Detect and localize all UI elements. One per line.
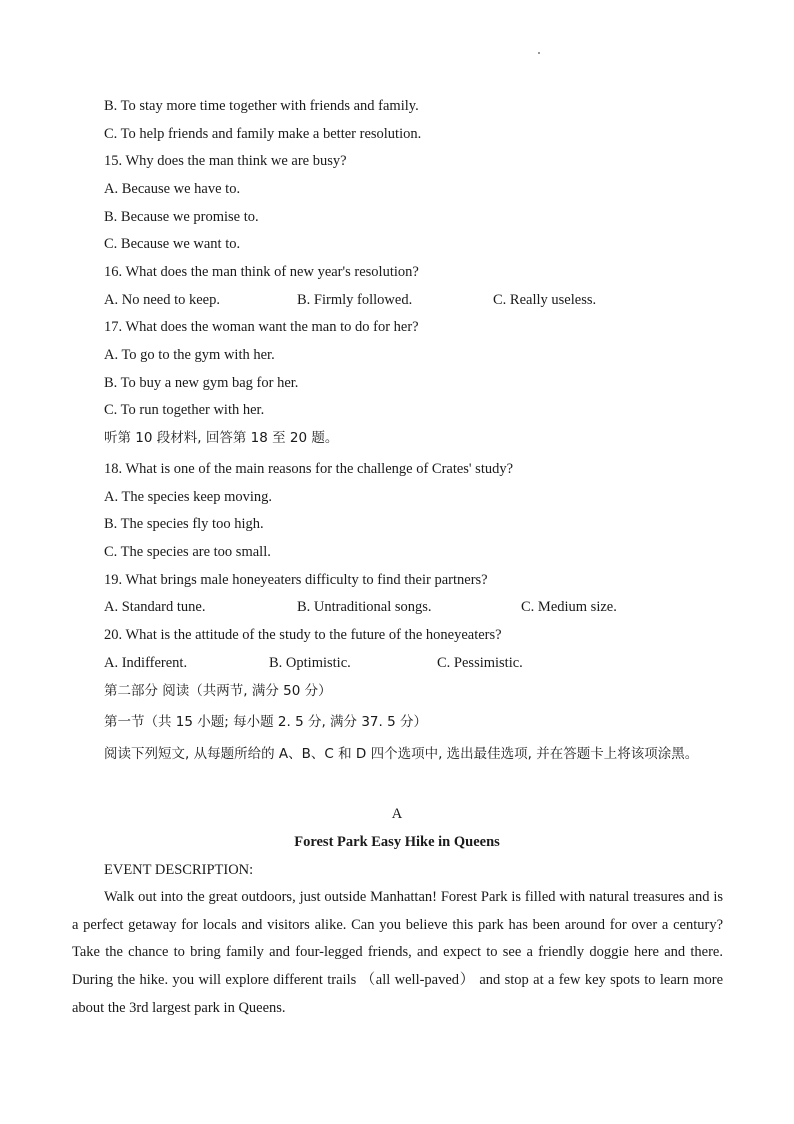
q18-option-a: A. The species keep moving. [104,489,273,505]
passage-title: Forest Park Easy Hike in Queens [294,834,500,850]
q15-option-a: A. Because we have to. [104,181,241,197]
q16-option-c: C. Really useless. [493,292,597,308]
question-19: 19. What brings male honeyeaters difficulty to find their partners? [104,572,488,588]
q16-option-a: A. No need to keep. [104,292,220,308]
q17-option-c: C. To run together with her. [104,402,265,418]
scan-speck [538,52,540,54]
q19-option-b: B. Untraditional songs. [297,599,432,615]
q15-option-b: B. Because we promise to. [104,209,259,225]
question-20: 20. What is the attitude of the study to the future of the honeyeaters? [104,627,502,643]
q14-option-b: B. To stay more time together with friends and family. [104,98,419,114]
q18-option-c: C. The species are too small. [104,544,271,560]
passage-body: Walk out into the great outdoors, just outside Manhattan! Forest Park is filled with natural treasures and is a perfect getaway for locals and visitors alike. Can you believe this park has been around for over a century? Take the chance to bring family and four-legged friends, and expect to see a friendly doggie here and there. During the hike. you will explore different trails （all well-paved） and stop at a few key spots to learn more about the 3rd largest park in Queens. [72,889,723,1016]
q18-option-b: B. The species fly too high. [104,516,264,532]
q20-option-a: A. Indifferent. [104,655,188,671]
question-17: 17. What does the woman want the man to do for her? [104,319,419,335]
q20-option-c: C. Pessimistic. [437,655,523,671]
q14-option-c: C. To help friends and family make a better resolution. [104,126,422,142]
reading-instructions: 阅读下列短文, 从每题所给的 A、B、C 和 D 四个选项中, 选出最佳选项, 并在答题卡上将该项涂黑。 [104,746,699,762]
event-description-label: EVENT DESCRIPTION: [104,862,254,878]
q19-option-c: C. Medium size. [521,599,617,615]
q20-option-b: B. Optimistic. [269,655,351,671]
question-16: 16. What does the man think of new year's resolution? [104,264,419,280]
q19-option-a: A. Standard tune. [104,599,206,615]
part-two-heading: 第二部分 阅读（共两节, 满分 50 分） [104,683,332,699]
q17-option-a: A. To go to the gym with her. [104,347,275,363]
section-one-heading: 第一节（共 15 小题; 每小题 2. 5 分, 满分 37. 5 分） [104,714,427,730]
passage-letter: A [391,806,403,822]
q16-option-b: B. Firmly followed. [297,292,413,308]
q15-option-c: C. Because we want to. [104,236,241,252]
question-18: 18. What is one of the main reasons for the challenge of Crates' study? [104,461,514,477]
question-15: 15. Why does the man think we are busy? [104,153,347,169]
listening-instruction: 听第 10 段材料, 回答第 18 至 20 题。 [104,430,339,446]
q17-option-b: B. To buy a new gym bag for her. [104,375,299,391]
